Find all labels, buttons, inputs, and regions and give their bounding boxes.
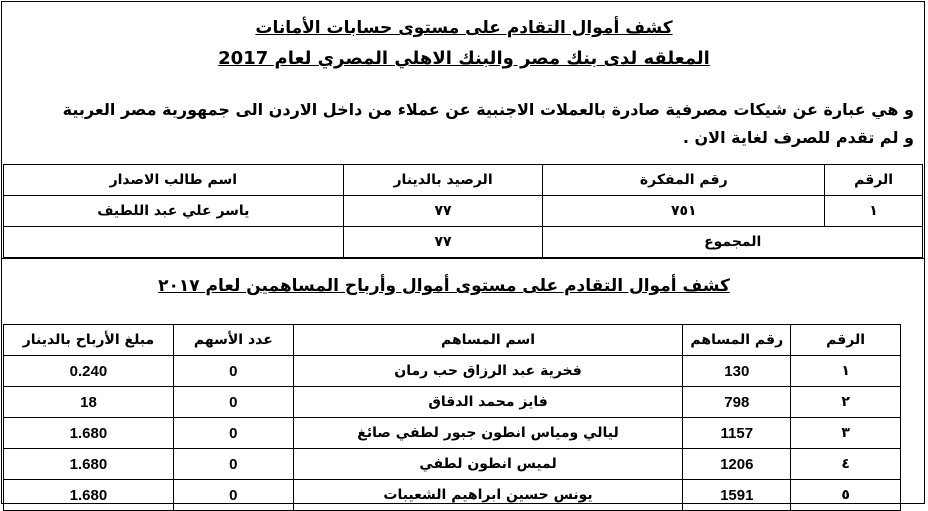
table-row (4, 387, 901, 418)
table-row (4, 449, 901, 480)
table-cell: ١ (825, 196, 923, 227)
table-cell: ١ (791, 356, 901, 387)
column-header: رقم المفكرة (543, 165, 825, 196)
column-header: رقم المساهم (683, 325, 791, 356)
table-cell: 130 (683, 356, 791, 387)
table-cell: فايز محمد الدقاق (293, 387, 683, 418)
column-header: الرقم (791, 325, 901, 356)
table-cell: ليالي ومياس انطون جبور لطفي صائغ (293, 418, 683, 449)
column-header: اسم المساهم (293, 325, 683, 356)
total-row (4, 227, 923, 258)
column-header: الرصيد بالدينار (343, 165, 543, 196)
table-header-row (4, 165, 923, 196)
description-line1: و هي عبارة عن شيكات مصرفية صادرة بالعملات الاجنبية عن عملاء من داخل الاردن الى جمهورية مصر العربية (62, 100, 914, 119)
column-header: مبلغ الأرباح بالدينار (4, 325, 174, 356)
table-cell: 1.680 (4, 418, 174, 449)
table-row (4, 480, 901, 511)
table-cell: 1591 (683, 480, 791, 511)
table-cell: 1157 (683, 418, 791, 449)
column-header: الرقم (825, 165, 923, 196)
table-cell: ياسر علي عبد اللطيف (4, 196, 344, 227)
table-cell: 0.240 (4, 356, 174, 387)
table-cell: ٧٧ (343, 196, 543, 227)
table-cell: 0 (173, 449, 293, 480)
section-divider (1, 258, 925, 259)
table-cell: 0 (173, 356, 293, 387)
table-cell: فخرية عبد الرزاق حب رمان (293, 356, 683, 387)
table-cell: 1.680 (4, 480, 174, 511)
table-cell: 0 (173, 418, 293, 449)
table-cell: 18 (4, 387, 174, 418)
table-row (4, 418, 901, 449)
table-header-row (4, 325, 901, 356)
table-cell: ٤ (791, 449, 901, 480)
total-value: ٧٧ (343, 227, 543, 258)
table-cell: يونس حسين ابراهيم الشعيبات (293, 480, 683, 511)
document-title-line1: كشف أموال التقادم على مستوى حسابات الأمانات (255, 18, 673, 38)
table-cell: ٥ (791, 480, 901, 511)
table-cell: لميس انطون لطفي (293, 449, 683, 480)
table-cell: ٧٥١ (543, 196, 825, 227)
table-cell: 0 (173, 387, 293, 418)
table-row (4, 356, 901, 387)
table-cell: ٣ (791, 418, 901, 449)
document-title-line2: المعلقه لدى بنك مصر والبنك الاهلي المصري لعام 2017 (218, 48, 710, 69)
table-cell: 0 (173, 480, 293, 511)
description-line2: و لم تقدم للصرف لغاية الان . (682, 128, 914, 147)
column-header: اسم طالب الاصدار (4, 165, 344, 196)
column-header: عدد الأسهم (173, 325, 293, 356)
table-cell: 1206 (683, 449, 791, 480)
shareholders-table (3, 324, 901, 511)
table-cell: 798 (683, 387, 791, 418)
total-label: المجموع (543, 227, 923, 258)
table-cell: ٢ (791, 387, 901, 418)
table-cell: 1.680 (4, 449, 174, 480)
section2-title: كشف أموال التقادم على مستوى أموال وأرباح المساهمين لعام ٢٠١٧ (158, 276, 730, 296)
table-row (4, 196, 923, 227)
table-cell-empty (4, 227, 344, 258)
deposits-table (3, 164, 923, 258)
